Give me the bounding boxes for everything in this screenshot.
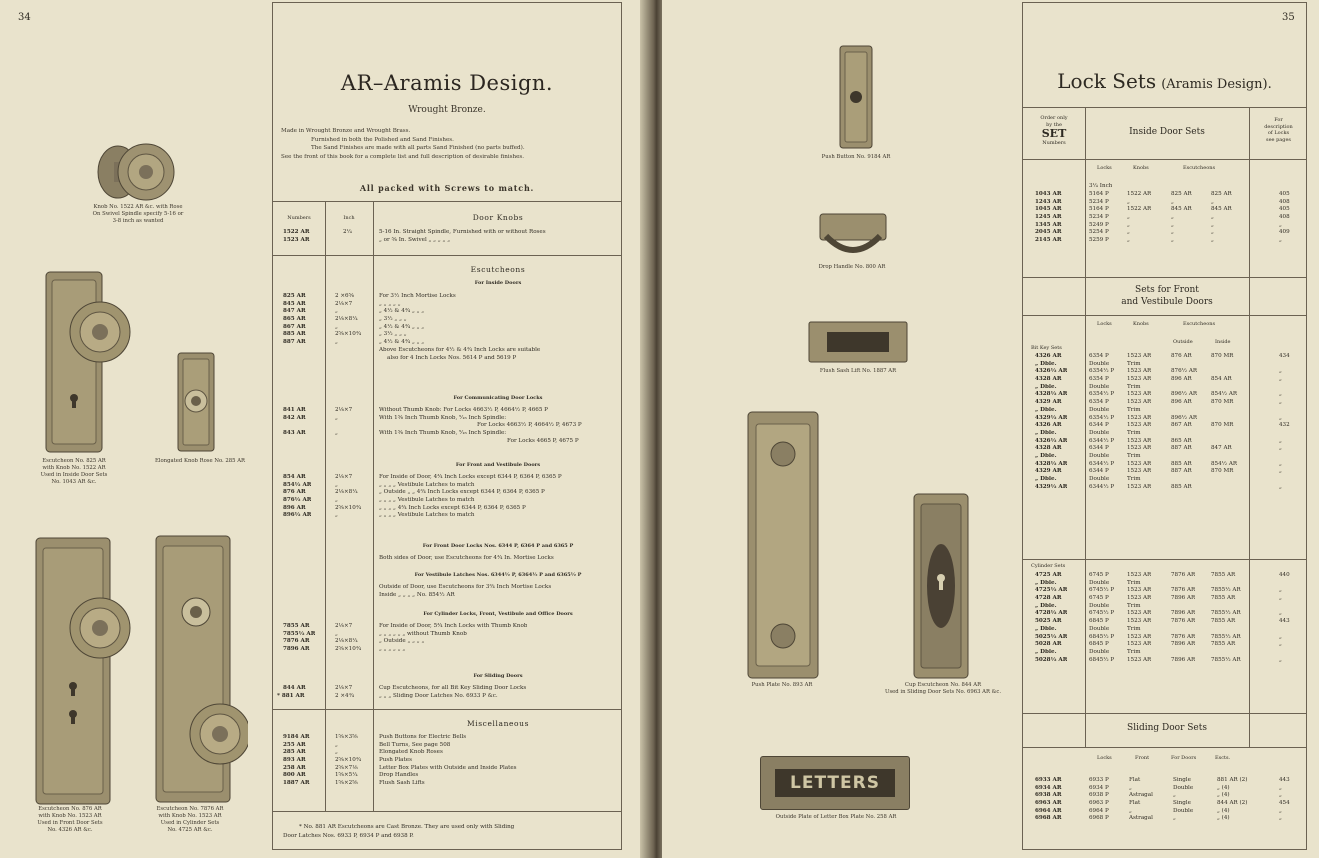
knob-illustration [96, 140, 180, 204]
door-knob-inch: 2¼ [343, 229, 352, 235]
table-cell: Trim [1127, 648, 1141, 655]
table-cell [1279, 361, 1290, 369]
table-cell: Trim [1127, 452, 1141, 459]
inside-numbers: 825 AR 845 AR 847 AR 865 AR 867 AR 885 AR 887 AR [283, 293, 306, 346]
table-cell [1211, 580, 1241, 588]
table-cell: 896 AR [1171, 376, 1192, 383]
table-cell: Double [1089, 625, 1110, 632]
subsection-inside-doors: For Inside Doors [474, 280, 522, 286]
footnote: * No. 881 AR Escutcheons are Cast Bronze. They are used only with Sliding Door Latches Nos. 6933 P, 6934 P and 6938 P. [283, 824, 515, 839]
table-cell: 870 MR [1211, 399, 1234, 406]
table-cell: „ [1279, 815, 1282, 822]
table-cell: 4725½ AR [1035, 587, 1068, 594]
table-cell: „ [1279, 595, 1282, 602]
table-cell: 4328½ AR [1035, 391, 1068, 398]
table-cell: 867 AR [1171, 422, 1192, 429]
table-cell: 1523 AR [1127, 376, 1152, 383]
table-cell [1171, 580, 1195, 588]
table-cell: 1523 AR [1127, 414, 1152, 421]
caption-push-plate: Push Plate No. 893 AR [751, 682, 813, 688]
section-escutcheons: Escutcheons [470, 265, 526, 274]
table-cell: „ [1279, 414, 1282, 421]
table-cell: 434 [1279, 353, 1290, 359]
slide-table-col-1 [1089, 777, 1109, 823]
table-cell: 870 MR [1211, 468, 1234, 475]
table-cell: Single [1173, 777, 1191, 783]
table-cell: „ [1279, 368, 1282, 375]
table-cell: 443 [1279, 618, 1290, 625]
table-cell: „ [1279, 460, 1282, 467]
table-cell: „ Dble. [1035, 383, 1057, 390]
caption-letter-plate: Outside Plate of Letter Box Plate No. 258 AR [775, 814, 897, 820]
table-cell: 876 AR [1171, 353, 1192, 359]
table-cell: 1523 AR [1127, 656, 1152, 663]
table-cell: „ [1279, 792, 1282, 799]
table-cell: 5028 AR [1035, 641, 1062, 648]
page-title: AR–Aramis Design. [340, 71, 554, 95]
table-cell: 6963 AR [1035, 800, 1062, 807]
sash-lift-illustration [807, 320, 909, 364]
table-cell: „ Dble. [1035, 429, 1057, 436]
table-cell: 870 MR [1211, 353, 1234, 359]
table-cell [1211, 407, 1237, 415]
table-cell: 896 AR [1171, 399, 1192, 406]
table-cell: „ [1279, 641, 1282, 648]
table-cell: 4728½ AR [1035, 610, 1068, 617]
caption-escutcheon-876: Escutcheon No. 876 AR with Knob No. 1523 AR Used in Front Door Sets No. 4326 AR &c. [37, 806, 103, 833]
table-cell: 1523 AR [1127, 460, 1152, 467]
table-cell: 6344½ P [1089, 437, 1115, 444]
table-cell: „ [1279, 587, 1282, 594]
table-cell: „ Dble. [1035, 625, 1057, 632]
table-cell: 6963 P [1089, 800, 1109, 807]
page-number: 34 [18, 12, 31, 23]
table-cell: 870 MR [1211, 422, 1234, 429]
table-cell: 6354½ P [1089, 368, 1115, 375]
table-cell: 7896 AR [1171, 610, 1196, 617]
table-cell [1211, 649, 1241, 657]
caption-push-button: Push Button No. 9184 AR [821, 154, 891, 160]
table-cell: 5028½ AR [1035, 656, 1068, 663]
table-cell: 7876 AR [1171, 572, 1196, 578]
table-cell: 6845 P [1089, 641, 1109, 648]
table-cell: 847 AR [1211, 445, 1232, 452]
table-cell: Single [1173, 800, 1191, 807]
table-cell: 865 AR [1171, 437, 1192, 444]
table-cell: „ Dble. [1035, 452, 1057, 459]
door-knob-desc: 5-16 In. Straight Spindle, Furnished with or without Roses „ or ⅜ In. Swivel „ „ „ „ „ [379, 229, 546, 243]
table-cell: „ Dble. [1035, 360, 1057, 367]
table-cell: 6354 P [1089, 399, 1109, 406]
subsection-communicating: For Communicating Door Locks [453, 395, 543, 401]
table-cell: 896½ AR [1171, 391, 1198, 398]
slide-table-col-5 [1279, 777, 1290, 823]
table-cell: „ [1279, 468, 1282, 475]
table-cell: „ Dble. [1035, 602, 1057, 609]
table-cell [1171, 384, 1197, 392]
table-cell [1171, 361, 1197, 369]
section-sliding-door-sets: Sliding Door Sets [1127, 723, 1207, 733]
caption-escutcheon-825: Escutcheon No. 825 AR with Knob No. 1522 AR Used in Inside Door Sets No. 1043 AR &c. [40, 458, 108, 485]
lock-sets-panel: Lock Sets (Aramis Design). Order only by the SET Numbers Inside Door Sets For description of Locks see pages Locks Knobs Escutcheons 3¼ Inch 1043 AR 1243 AR 1045 AR 1245 AR 1345 AR 2045 AR 2145 AR 5164 P 5234 P 5164 P 5234 P 5249 P 5254 P 5259 P 1522 AR „ 1522 AR „ „ „ „ 825 AR „ 845 AR „ „ „ „ 825 AR „ 845 AR „ „ „ „ 405 408 405 408 „ 409 „ Sets for Front and Vestibule Doors Locks Knobs Escutcheons Outside Inside Bit Key Sets 4326 AR „ Dble. 4326½ AR 4328 AR „ Dble. 4328½ AR 4329 AR „ Dble. 4329½ AR 4326 AR „ Dble. 4326½ AR 4328 AR „ Dble. 4328½ AR 4329 AR „ Dble. 4329½ AR 6354 P Double 6354½ P 6354 P Double 6354½ P 6354 P Double 6354½ P 6344 P Double 6344½ P 6344 P Double 6344½ P 6344 P Double 6344½ P 1523 AR Trim 1523 AR 1523 AR Trim 1523 AR 1523 AR Trim 1523 AR 1523 AR Trim 1523 AR 1523 AR Trim 1523 AR 1523 AR Trim 1523 AR 876 AR 876½ AR 896 AR 896½ AR 896 AR 896½ AR 867 AR 865 AR 887 AR 885 AR 887 AR 885 AR 870 MR 854 AR 854½ AR 870 MR 870 MR 847 AR 854½ AR 870 MR 434 „ „ „ „ „ 432 „ „ „ „ „ Cylinder Sets 4725 AR „ Dble. 4725½ AR 4728 AR „ Dble. 4728½ AR 5025 AR „ Dble. 5025½ AR 5028 AR „ Dble. 5028½ AR 6745 P Double 6745½ P 6745 P Double 6745½ P 6845 P Double 6845½ P 6845 P Double 6845½ P 1523 AR Trim 1523 AR 1523 AR Trim 1523 AR 1523 AR Trim 1523 AR 1523 AR Trim 1523 AR 7876 AR 7876 AR 7896 AR 7896 AR 7876 AR 7876 AR 7896 AR 7896 AR 7855 AR 7855½ AR 7855 AR 7855½ AR 7855 AR 7855½ AR 7855 AR 7855½ AR 440 „ „ „ 443 „ „ „ Sliding Door Sets Locks Front For Doors Escts. 6933 AR 6934 AR 6938 AR 6963 AR 6964 AR 6968 AR 6933 P 6934 P 6938 P 6963 P 6964 P 6968 P Flat „ Astragal Flat „ Astragal Single Double „ Single Double „ 881 AR (2) „ (4) „ (4) 844 AR (2) „ (4) „ (4) 443 „ „ 454 „ „ [1022, 2, 1307, 850]
order-header: Order only by the SET Numbers [1040, 115, 1068, 147]
front-table-col-5 [1279, 353, 1290, 491]
table-cell: „ (4) [1217, 807, 1230, 814]
table-cell: 854½ AR [1211, 391, 1238, 398]
table-cell [1171, 430, 1197, 438]
table-cell: 7855 AR [1211, 618, 1236, 625]
table-cell [1171, 626, 1195, 634]
table-cell: 6968 P [1089, 815, 1109, 822]
table-cell: 6354½ P [1089, 391, 1115, 398]
table-cell: 4328 AR [1035, 445, 1062, 452]
cyl-table-col-2 [1127, 572, 1151, 664]
table-cell: 1523 AR [1127, 618, 1152, 625]
front-table-col-2 [1127, 353, 1151, 491]
table-cell: 7855½ AR [1211, 633, 1241, 640]
table-cell: „ [1173, 815, 1176, 822]
table-cell: 7876 AR [1171, 618, 1196, 625]
table-cell [1279, 649, 1290, 657]
table-cell: Astragal [1129, 792, 1153, 799]
front-table-col-1 [1089, 353, 1114, 491]
table-cell: „ Dble. [1035, 406, 1057, 413]
table-cell: „ Dble. [1035, 648, 1057, 655]
table-cell: 6344½ P [1089, 460, 1115, 467]
table-cell: „ [1279, 633, 1282, 640]
table-cell: 4326 AR [1035, 353, 1062, 359]
intro-text: Made in Wrought Bronze and Wrought Brass. Furnished in both the Polished and Sand Finishes. The Sand Finishes are made with all parts Sand Finished (no parts buffed). See the front of this book for a complete list and full description of desirable finishes. [281, 128, 525, 160]
table-cell: „ Dble. [1035, 476, 1057, 482]
escutcheon-876-illustration [34, 536, 134, 806]
table-cell: 6964 P [1089, 807, 1109, 814]
table-cell: „ [1279, 445, 1282, 452]
table-cell: 1523 AR [1127, 610, 1152, 617]
inside-inch: 2 ×6⅝ 2⅛×7 „ 2⅛×8¼ „ 2⅝×10¾ „ [335, 293, 362, 346]
table-cell [1279, 453, 1290, 461]
table-cell: 6745½ P [1089, 587, 1115, 594]
caption-sash-lift: Flush Sash Lift No. 1887 AR [819, 368, 897, 374]
table-cell: 6845 P [1089, 618, 1109, 625]
table-cell [1171, 476, 1197, 484]
door-knob-numbers: 1522 AR 1523 AR [283, 229, 310, 243]
table-cell: 854 AR [1211, 376, 1232, 383]
drop-handle-illustration [818, 212, 888, 260]
subsection-front-door-locks: For Front Door Locks Nos. 6344 P, 6364 P and 6365 P [422, 543, 574, 549]
table-cell [1279, 603, 1290, 611]
inside-desc: For 3½ Inch Mortise Locks „ „ „ „ „ „ 4½ & 4¾ „ „ „ „ 3½ „ „ „ „ 4½ & 4¾ „ „ „ „ 3½ „ „ „ „ 4½ & 4¾ „ „ „ Above Escutcheons for 4½ & 4¾ Inch Locks are suitable also for 4 Inch Locks Nos. 5614 P and 5619 P [379, 293, 541, 361]
table-cell: „ [1279, 437, 1282, 444]
table-cell [1211, 484, 1237, 492]
table-cell: „ (4) [1217, 815, 1230, 822]
letter-box-plate-illustration [760, 756, 910, 810]
push-plate-illustration [746, 410, 820, 680]
table-cell: „ Dble. [1035, 579, 1057, 586]
table-cell: Trim [1127, 429, 1141, 436]
table-cell: 4328 AR [1035, 376, 1062, 383]
table-cell: 7896 AR [1171, 595, 1196, 602]
table-cell: „ (4) [1217, 792, 1230, 799]
table-cell: 454 [1279, 800, 1290, 807]
table-cell: 6938 AR [1035, 792, 1062, 799]
table-cell [1279, 407, 1290, 415]
table-cell: 887 AR [1171, 445, 1192, 452]
table-cell: 7855 AR [1211, 572, 1236, 578]
table-cell: „ [1279, 807, 1282, 814]
section-front-vestibule-sets: Sets for Front and Vestibule Doors [1121, 285, 1213, 307]
table-cell: „ [1129, 784, 1132, 791]
front-table-col-4 [1211, 353, 1237, 491]
table-cell: 432 [1279, 422, 1290, 429]
table-cell: Double [1173, 784, 1194, 791]
table-cell: Trim [1127, 602, 1141, 609]
table-cell: 1523 AR [1127, 633, 1152, 640]
caption-knob: Knob No. 1522 AR &c. with Rose On Swivel Spindle specify 5-16 or 3-8 inch as wanted [92, 204, 184, 224]
table-cell: 854½ AR [1211, 460, 1238, 467]
table-cell: 881 AR (2) [1217, 777, 1248, 783]
table-cell: 7855½ AR [1211, 587, 1241, 594]
caption-rose: Elongated Knob Rose No. 285 AR [154, 458, 246, 464]
table-cell [1211, 430, 1237, 438]
table-cell: „ [1279, 376, 1282, 383]
table-cell: Double [1089, 452, 1110, 459]
slide-table-col-3 [1173, 777, 1193, 823]
escutcheon-825-illustration [44, 270, 132, 456]
slide-table-col-0 [1035, 777, 1062, 823]
slide-table-col-4 [1217, 777, 1247, 823]
table-cell: 6354 P [1089, 353, 1109, 359]
table-cell [1171, 407, 1197, 415]
table-cell: 6344 P [1089, 445, 1109, 452]
section-door-knobs: Door Knobs [472, 213, 524, 222]
table-cell: Double [1089, 429, 1110, 436]
col-header-inch: Inch [343, 215, 355, 221]
table-cell: 5025½ AR [1035, 633, 1068, 640]
table-cell [1279, 476, 1290, 484]
table-cell: 1523 AR [1127, 483, 1152, 490]
table-cell: Trim [1127, 383, 1141, 390]
caption-drop-handle: Drop Handle No. 800 AR [818, 264, 886, 270]
table-cell: 6845½ P [1089, 656, 1115, 663]
table-cell [1279, 430, 1290, 438]
table-cell: 1523 AR [1127, 587, 1152, 594]
packed-note: All packed with Screws to match. [359, 183, 535, 193]
table-cell: 7855 AR [1211, 595, 1236, 602]
table-cell: 6354 P [1089, 376, 1109, 383]
table-cell: 4328½ AR [1035, 460, 1068, 467]
col-header-numbers: Numbers [287, 215, 311, 221]
letters-word: LETTERS [775, 769, 895, 797]
table-cell: 7896 AR [1171, 656, 1196, 663]
subsection-cylinder: For Cylinder Locks, Front, Vestibule and Office Doors [423, 611, 573, 617]
table-cell: Double [1173, 807, 1194, 814]
table-cell: 896½ AR [1171, 414, 1198, 421]
table-cell: 6354½ P [1089, 414, 1115, 421]
table-cell: Trim [1127, 406, 1141, 413]
table-cell: 6845½ P [1089, 633, 1115, 640]
page-title: Lock Sets (Aramis Design). [1057, 69, 1272, 93]
cyl-table-col-5 [1279, 572, 1290, 664]
table-cell: 6968 AR [1035, 815, 1062, 822]
table-cell: „ [1279, 483, 1282, 490]
table-cell [1171, 603, 1195, 611]
table-cell: 876½ AR [1171, 368, 1198, 375]
elongated-knob-rose-illustration [176, 351, 216, 453]
page-number: 35 [1282, 12, 1295, 23]
caption-escutcheon-7876: Escutcheon No. 7876 AR with Knob No. 1523 AR Used in Cylinder Sets No. 4725 AR &c. [156, 806, 224, 833]
table-cell: 844 AR (2) [1217, 800, 1248, 807]
slide-table-col-2 [1129, 777, 1153, 823]
table-cell: 1523 AR [1127, 353, 1152, 359]
table-cell: Double [1089, 579, 1110, 586]
table-cell: 6938 P [1089, 792, 1109, 799]
table-cell: 1523 AR [1127, 445, 1152, 452]
subsection-vestibule-latches: For Vestibule Latches Nos. 6344½ P, 6364½ P and 6365½ P [414, 572, 582, 578]
table-cell: Flat [1129, 777, 1141, 783]
table-cell [1211, 361, 1237, 369]
table-cell [1211, 476, 1237, 484]
table-cell: 443 [1279, 777, 1290, 783]
table-cell: 6934 AR [1035, 784, 1062, 791]
table-cell: 1523 AR [1127, 391, 1152, 398]
table-cell: 4329 AR [1035, 399, 1062, 406]
table-cell: Double [1089, 602, 1110, 609]
table-cell: „ [1279, 784, 1282, 791]
table-cell: „ (4) [1217, 784, 1230, 791]
table-cell: 6745½ P [1089, 610, 1115, 617]
table-cell: Trim [1127, 476, 1141, 482]
table-cell: „ [1279, 656, 1282, 663]
cyl-table-col-0 [1035, 572, 1067, 664]
table-cell [1279, 384, 1290, 392]
subsection-front-vestibule: For Front and Vestibule Doors [455, 462, 541, 468]
table-cell: 6344 P [1089, 468, 1109, 475]
table-cell [1171, 453, 1197, 461]
table-cell: Trim [1127, 625, 1141, 632]
table-cell: 4725 AR [1035, 572, 1062, 578]
table-cell: 4329 AR [1035, 468, 1062, 475]
front-table-col-3 [1171, 353, 1197, 491]
table-cell: 6344 P [1089, 422, 1109, 429]
table-cell: 7855½ AR [1211, 656, 1241, 663]
table-cell: Double [1089, 383, 1110, 390]
table-cell [1211, 603, 1241, 611]
table-cell: 6745 P [1089, 595, 1109, 602]
table-cell: 1523 AR [1127, 368, 1152, 375]
table-cell: Double [1089, 648, 1110, 655]
table-cell: Trim [1127, 579, 1141, 586]
table-cell: 885 AR [1171, 483, 1192, 490]
table-cell: 4329½ AR [1035, 483, 1068, 490]
table-cell: 1523 AR [1127, 468, 1152, 475]
table-cell: 1523 AR [1127, 572, 1152, 578]
escutcheon-7876-illustration [154, 534, 248, 806]
table-cell [1211, 626, 1241, 634]
cyl-table-col-3 [1171, 572, 1195, 664]
table-cell: 6964 AR [1035, 807, 1062, 814]
table-cell: „ [1129, 807, 1132, 814]
front-table-col-0 [1035, 353, 1067, 491]
cyl-table-col-1 [1089, 572, 1114, 664]
table-cell: 6933 P [1089, 777, 1109, 783]
table-cell: „ [1279, 399, 1282, 406]
table-cell: 4728 AR [1035, 595, 1062, 602]
table-cell: 4326½ AR [1035, 368, 1068, 375]
product-panel: AR–Aramis Design. Wrought Bronze. Made in Wrought Bronze and Wrought Brass. Furnished in both the Polished and Sand Finishes. The Sand Finishes are made with all parts Sand Finished (no parts buffed). See the front of this book for a complete list and full description of desirable finishes. All packed with Screws to match. Numbers Inch Door Knobs 1522 AR 1523 AR 2¼ 5-16 In. Straight Spindle, Furnished with or without Roses „ or ⅜ In. Swivel „ „ „ „ „ Escutcheons For Inside Doors 825 AR 845 AR 847 AR 865 AR 867 AR 885 AR 887 AR 2 ×6⅝ 2⅛×7 „ 2⅛×8¼ „ 2⅝×10¾ „ For 3½ Inch Mortise Locks „ „ „ „ „ „ 4½ & 4¾ „ „ „ „ 3½ „ „ „ „ 4½ & 4¾ „ „ „ „ 3½ „ „ „ „ 4½ & 4¾ „ „ „ Above Escutcheons for 4½ & 4¾ Inch Locks are suitable also for 4 Inch Locks Nos. 5614 P and 5619 P For Communicating Door Locks 841 AR 842 AR 843 AR 2⅛×7 „ „ Without Thumb Knob: For Locks 4663½ P, 4664½ P, 4665 P With 1⅜ Inch Thumb Knob, ⁵⁄₁₆ Inch Spindle: For Locks 4663½ P, 4664½ P, 4673 P With 1⅜ Inch Thumb Knob, ⁵⁄₁₆ Inch Spindle: For Locks 4665 P, 4675 P For Front and Vestibule Doors 854 AR 854½ AR 876 AR 876½ AR 896 AR 896½ AR 2⅛×7 „ 2⅛×8¼ „ 2⅝×10¾ „ For Inside of Door, 4¾ Inch Locks except 6344 P, 6364 P, 6365 P „ „ „ „ Vestibule Latches to match „ Outside „ „ 4¾ Inch Locks except 6344 P, 6364 P, 6365 P „ „ „ „ Vestibule Latches to match „ „ „ „ 4¾ Inch Locks except 6344 P, 6364 P, 6365 P „ „ „ „ Vestibule Latches to match For Front Door Locks Nos. 6344 P, 6364 P and 6365 P Both sides of Door, use Escutcheons for 4¾ In. Mortise Locks For Vestibule Latches Nos. 6344½ P, 6364½ P and 6365½ P Outside of Door, use Escutcheons for 3¾ Inch Mortise Locks Inside „ „ „ „ No. 854½ AR For Cylinder Locks, Front, Vestibule and Office Doors 7855 AR 7855½ AR 7876 AR 7896 AR 2⅛×7 „ 2⅛×8¼ 2⅝×10¾ For Inside of Door, 5¾ Inch Locks with Thumb Knob „ „ „ „ „ „ without Thumb Knob „ Outside „ „ „ „ „ „ „ „ „ „ For Sliding Doors 844 AR * 881 AR 2⅛×7 2 ×4¾ Cup Escutcheons, for all Bit Key Sliding Door Locks „ „ „ Sliding Door Latches No. 6933 P &c. Miscellaneous 9184 AR 255 AR 285 AR 893 AR 258 AR 800 AR 1887 AR 1⅝×3⅝ „ „ 2⅝×10¾ 2⅝×7⅛ 1⅝×5¼ 1⅝×2⅝ Push Buttons for Electric Bells Bell Turns, See page 508 Elongated Knob Roses Push Plates Letter Box Plates with Outside and Inside Plates Drop Handles Flush Sash Lifts * No. 881 AR Escutcheons are Cast Bronze. They are used only with Sliding Door Latches Nos. 6933 P, 6934 P and 6938 P. [272, 2, 622, 850]
table-cell: 440 [1279, 572, 1290, 578]
table-cell: „ [1279, 610, 1282, 617]
table-cell: 4329½ AR [1035, 414, 1068, 421]
table-cell: Double [1089, 406, 1110, 413]
cup-escutcheon-illustration [912, 492, 970, 680]
table-cell [1279, 580, 1290, 588]
table-cell: Flat [1129, 800, 1141, 807]
left-page [0, 0, 648, 858]
table-cell: 7876 AR [1171, 633, 1196, 640]
table-cell: 7855 AR [1211, 641, 1236, 648]
table-cell: 4326½ AR [1035, 437, 1068, 444]
table-cell [1171, 649, 1195, 657]
table-cell: 1523 AR [1127, 595, 1152, 602]
table-cell: 7896 AR [1171, 641, 1196, 648]
table-cell: Trim [1127, 360, 1141, 367]
page-subtitle: Wrought Bronze. [408, 105, 486, 115]
table-cell: 6934 P [1089, 784, 1109, 791]
table-cell: „ [1279, 391, 1282, 398]
table-cell: 6344½ P [1089, 483, 1115, 490]
section-inside-door-sets: Inside Door Sets [1129, 127, 1205, 137]
table-cell [1211, 438, 1237, 446]
table-cell: Double [1089, 476, 1110, 482]
table-cell: 1523 AR [1127, 399, 1152, 406]
table-cell: 887 AR [1171, 468, 1192, 475]
table-cell: 7876 AR [1171, 587, 1196, 594]
table-cell [1211, 368, 1237, 376]
table-cell: „ [1173, 792, 1176, 799]
table-cell: 1523 AR [1127, 641, 1152, 648]
right-page [662, 0, 1319, 858]
table-cell: 1523 AR [1127, 437, 1152, 444]
table-cell: 6745 P [1089, 572, 1109, 578]
caption-cup-escutcheon: Cup Escutcheon No. 844 AR Used in Sliding Door Sets No. 6963 AR &c. [884, 682, 1002, 695]
push-button-illustration [838, 44, 874, 150]
table-cell: 885 AR [1171, 460, 1192, 467]
table-cell: Astragal [1129, 815, 1153, 822]
cyl-table-col-4 [1211, 572, 1241, 664]
table-cell: 4326 AR [1035, 422, 1062, 429]
table-cell [1211, 384, 1237, 392]
table-cell: Double [1089, 360, 1110, 367]
table-cell [1279, 626, 1290, 634]
section-misc: Miscellaneous [466, 719, 530, 728]
table-cell: 1523 AR [1127, 422, 1152, 429]
table-cell [1211, 453, 1237, 461]
table-cell: 6933 AR [1035, 777, 1062, 783]
table-cell [1211, 415, 1237, 423]
table-cell: 7855½ AR [1211, 610, 1241, 617]
subsection-sliding: For Sliding Doors [473, 673, 523, 679]
table-cell: 5025 AR [1035, 618, 1062, 625]
desc-header: For description of Locks see pages [1264, 117, 1293, 143]
